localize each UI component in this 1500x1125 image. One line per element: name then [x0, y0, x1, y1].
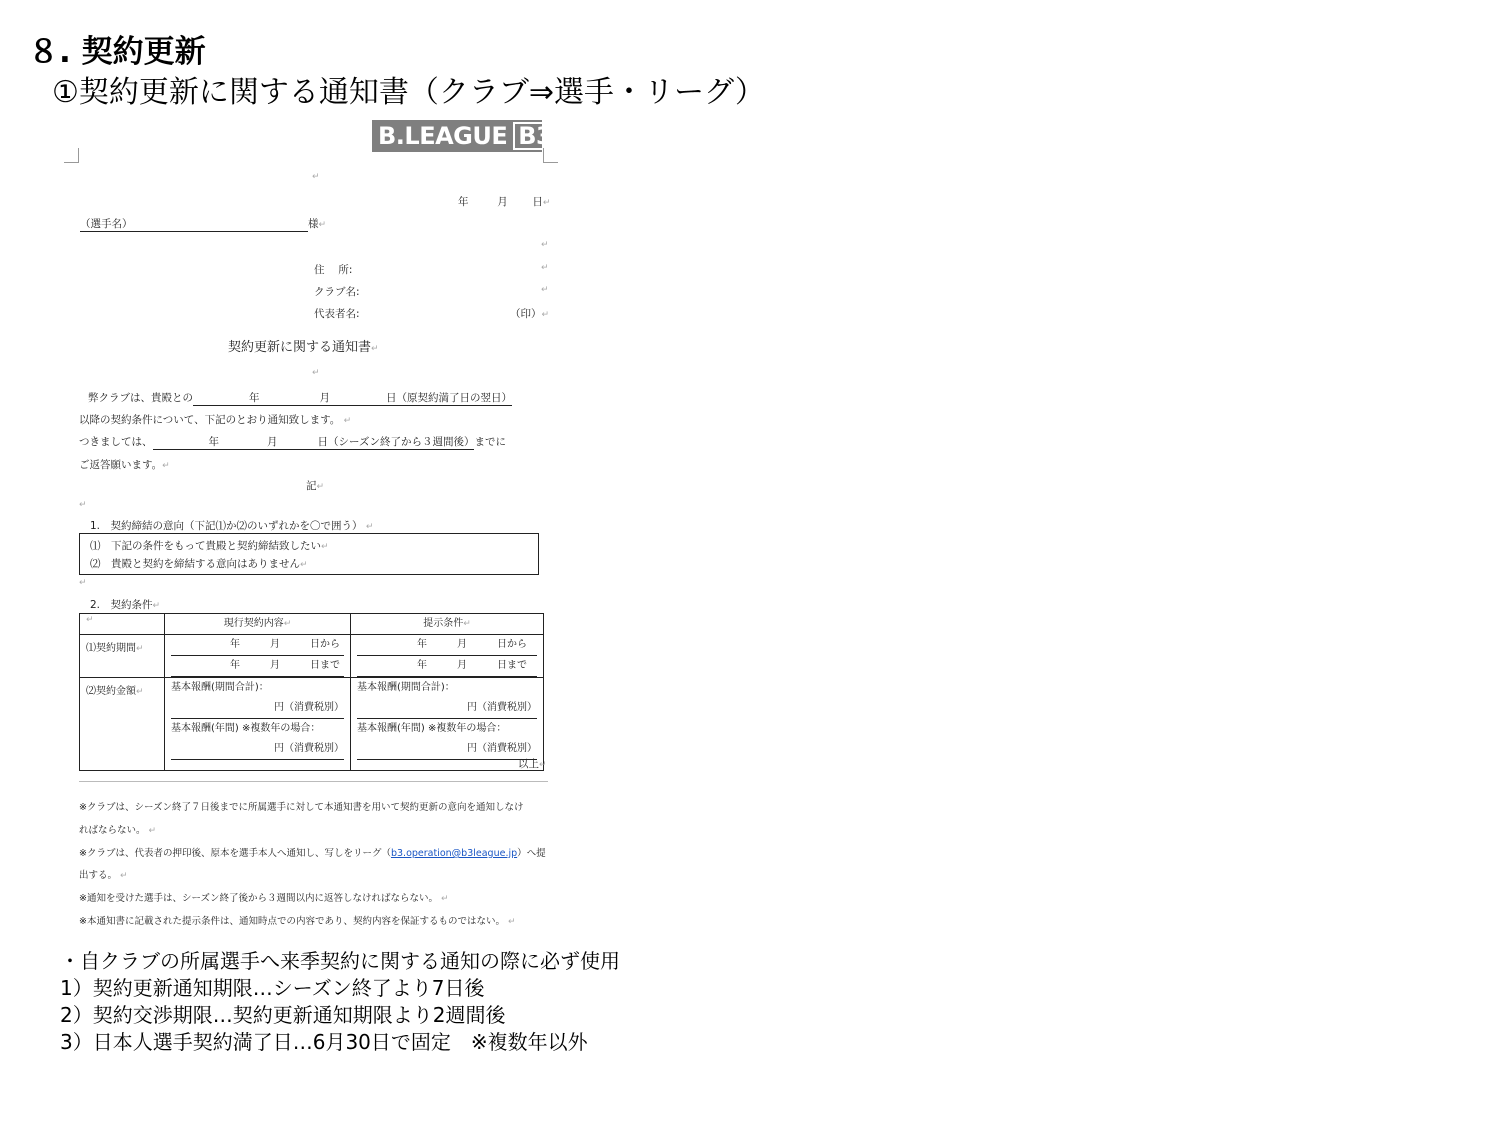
return-mark: ↵	[312, 368, 320, 378]
offer-period-from: 年 月 日から	[357, 635, 537, 656]
offer-period-to: 年 月 日まで	[357, 656, 537, 677]
player-name-label: （選手名）	[80, 216, 308, 232]
note-2-line-1: ※クラブは、代表者の押印後、原本を選手本人へ通知し、写しをリーグ（b3.operation@b3league.jp）へ提	[79, 848, 546, 859]
return-mark: ↵	[541, 263, 549, 273]
current-period-from: 年 月 日から	[171, 635, 344, 656]
table-header-empty: ↵	[80, 614, 165, 635]
bullet-notice-deadline: 1）契約更新通知期限…シーズン終了より7日後	[60, 976, 485, 1000]
bullet-usage: ・自クラブの所属選手へ来季契約に関する通知の際に必ず使用	[60, 949, 620, 973]
row-label-period: ⑴契約期間↵	[80, 635, 165, 678]
club-label: クラブ名:	[314, 286, 360, 298]
bullet-negotiation-deadline: 2）契約交渉期限…契約更新通知期限より2週間後	[60, 1003, 506, 1027]
separator-line	[79, 781, 548, 782]
current-period-cell	[165, 635, 351, 678]
return-mark: ↵	[79, 500, 87, 510]
offer-period-cell	[351, 635, 544, 678]
col-offered-conditions: 提示条件↵	[351, 614, 544, 635]
seal-mark: （印）↵	[510, 308, 550, 320]
current-base-total-label: 基本報酬(期間合計)：	[171, 682, 269, 693]
note-3: ※通知を受けた選手は、シーズン終了後から３週間以内に返答しなければならない。 ↵	[79, 893, 449, 904]
body-line-1: 弊クラブは、貴殿との 年 月 日（原契約満了日の翌日）	[88, 392, 512, 404]
return-mark: ↵	[312, 172, 320, 182]
ijo-closing: 以上↵	[518, 758, 547, 770]
body-line-3: つきましては、 年 月 日（シーズン終了から３週間後）までに	[79, 436, 506, 448]
date-line: 年 月 日↵	[458, 196, 551, 208]
current-amount-cell	[165, 678, 351, 771]
player-name-line: （選手名） 様↵	[80, 218, 327, 230]
logo-text: B.LEAGUE	[378, 122, 508, 150]
section-1-heading: 1. 契約締結の意向（下記⑴か⑵のいずれかを〇で囲う） ↵	[90, 520, 374, 532]
offer-base-year-yen: 円（消費税別）	[357, 739, 537, 760]
current-period-to: 年 月 日まで	[171, 656, 344, 677]
table-row-contract-amount	[80, 678, 544, 771]
ki-heading: 記↵	[306, 480, 325, 492]
representative-label: 代表者名:	[314, 308, 360, 320]
slide-title: ８. 契約更新	[28, 34, 206, 70]
return-mark: ↵	[541, 240, 549, 250]
address-label: 住 所:	[314, 264, 353, 276]
operation-email-link[interactable]: b3.operation@b3league.jp	[390, 848, 518, 859]
document-title: 契約更新に関する通知書↵	[228, 340, 379, 355]
body-line-2: 以降の契約条件について、下記のとおり通知致します。 ↵	[79, 414, 352, 426]
current-base-year-label: 基本報酬(年間) ※複数年の場合：	[171, 723, 321, 734]
contract-conditions-table	[79, 613, 544, 771]
offer-base-year-label: 基本報酬(年間) ※複数年の場合：	[357, 723, 507, 734]
offer-amount-cell	[351, 678, 544, 771]
honorific: 様	[308, 218, 319, 230]
table-row-contract-period	[80, 635, 544, 678]
current-base-total-yen: 円（消費税別）	[171, 698, 344, 719]
note-1-line-2: ればならない。 ↵	[79, 825, 157, 836]
col-current-contract: 現行契約内容↵	[165, 614, 351, 635]
logo-badge: B3	[513, 122, 557, 150]
return-mark: ↵	[79, 578, 87, 588]
note-2-line-2: 出する。 ↵	[79, 870, 128, 881]
intent-option-2: ⑵ 貴殿と契約を締結する意向はありません↵	[90, 558, 308, 570]
note-1-line-1: ※クラブは、シーズン終了７日後までに所属選手に対して本通知書を用いて契約更新の意向を通知しなけ	[79, 802, 524, 813]
note-4: ※本通知書に記載された提示条件は、通知時点での内容であり、契約内容を保証するものではない。 ↵	[79, 916, 516, 927]
corner-mark-right	[543, 148, 558, 163]
current-base-year-yen: 円（消費税別）	[171, 739, 344, 760]
return-mark: ↵	[541, 285, 549, 295]
date-month: 月	[497, 196, 508, 208]
bullet-contract-expiry: 3）日本人選手契約満了日…6月30日で固定 ※複数年以外	[60, 1030, 588, 1054]
offer-base-total-yen: 円（消費税別）	[357, 698, 537, 719]
b-league-logo	[372, 120, 553, 152]
intent-option-1: ⑴ 下記の条件をもって貴殿と契約締結致したい↵	[90, 540, 329, 552]
offer-base-total-label: 基本報酬(期間合計)：	[357, 682, 455, 693]
date-day: 日	[532, 196, 543, 208]
table-header-row	[80, 614, 544, 635]
row-label-amount: ⑵契約金額↵	[80, 678, 165, 771]
slide-subtitle: ①契約更新に関する通知書（クラブ⇒選手・リーグ）	[52, 75, 765, 110]
corner-mark-left	[64, 148, 79, 163]
body-line-4: ご返答願います。↵	[79, 459, 170, 471]
date-year: 年	[458, 196, 469, 208]
section-2-heading: 2. 契約条件↵	[90, 599, 161, 611]
